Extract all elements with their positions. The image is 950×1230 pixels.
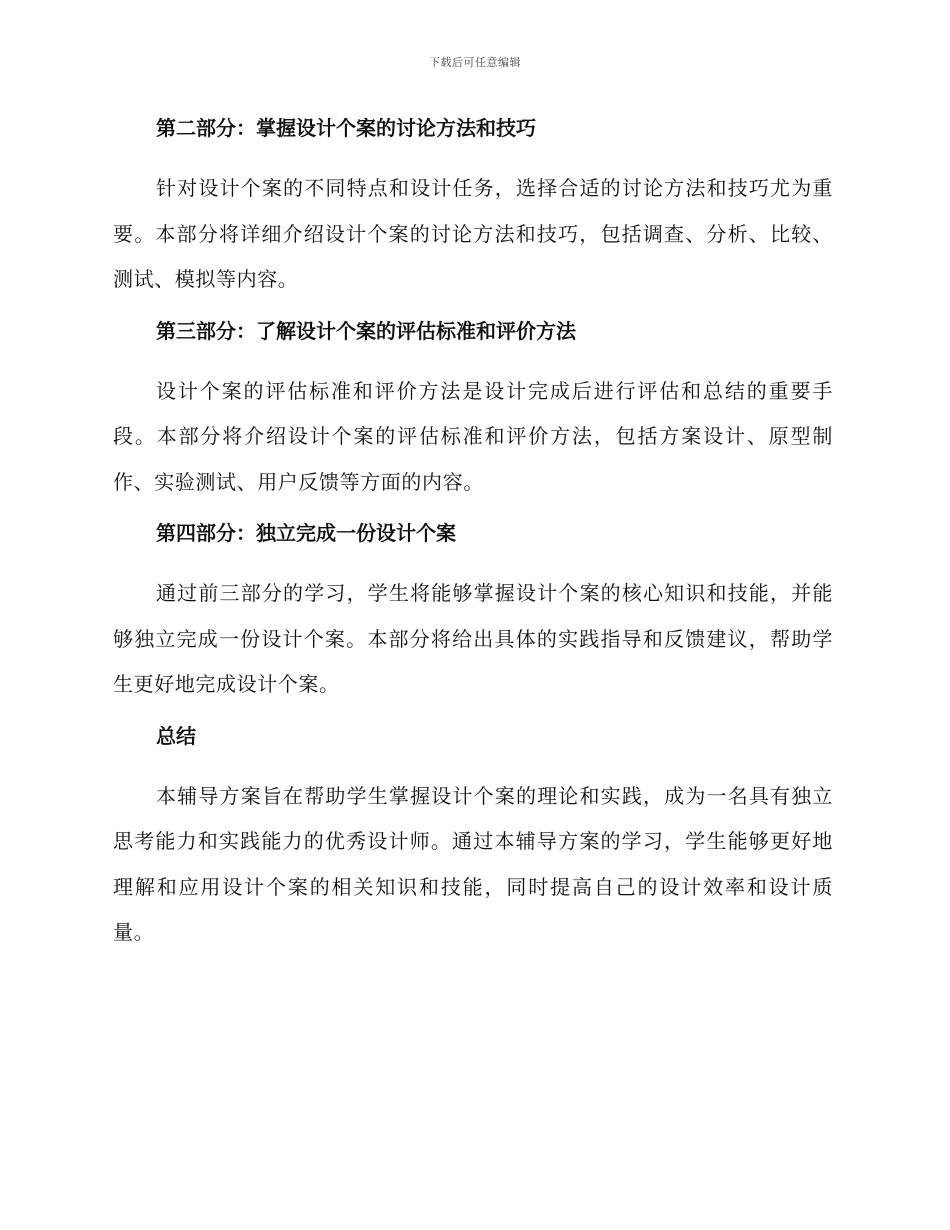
section-paragraph: 针对设计个案的不同特点和设计任务，选择合适的讨论方法和技巧尤为重要。本部分将详细介绍设计个案的讨论方法和技巧，包括调查、分析、比较、测试、模拟等内容。 — [113, 176, 833, 291]
section-paragraph: 本辅导方案旨在帮助学生掌握设计个案的理论和实践，成为一名具有独立思考能力和实践能力的优秀设计师。通过本辅导方案的学习，学生能够更好地理解和应用设计个案的相关知识和技能，同时提高自己的设计效率和设计质量。 — [113, 783, 833, 944]
section-part-two — [113, 112, 833, 303]
section-summary — [113, 720, 833, 956]
section-paragraph: 通过前三部分的学习，学生将能够掌握设计个案的核心知识和技能，并能够独立完成一份设计个案。本部分将给出具体的实践指导和反馈建议，帮助学生更好地完成设计个案。 — [113, 581, 833, 696]
section-heading: 第四部分：独立完成一份设计个案 — [156, 521, 456, 545]
section-part-four — [113, 517, 833, 708]
section-heading: 第二部分：掌握设计个案的讨论方法和技巧 — [156, 116, 536, 140]
document-body — [113, 112, 833, 968]
header-note: 下载后可任意编辑 — [429, 56, 521, 69]
section-paragraph: 设计个案的评估标准和评价方法是设计完成后进行评估和总结的重要手段。本部分将介绍设计个案的评估标准和评价方法，包括方案设计、原型制作、实验测试、用户反馈等方面的内容。 — [113, 378, 833, 494]
section-heading: 第三部分：了解设计个案的评估标准和评价方法 — [156, 318, 576, 343]
section-part-three — [113, 315, 833, 506]
section-heading: 总结 — [156, 723, 196, 748]
